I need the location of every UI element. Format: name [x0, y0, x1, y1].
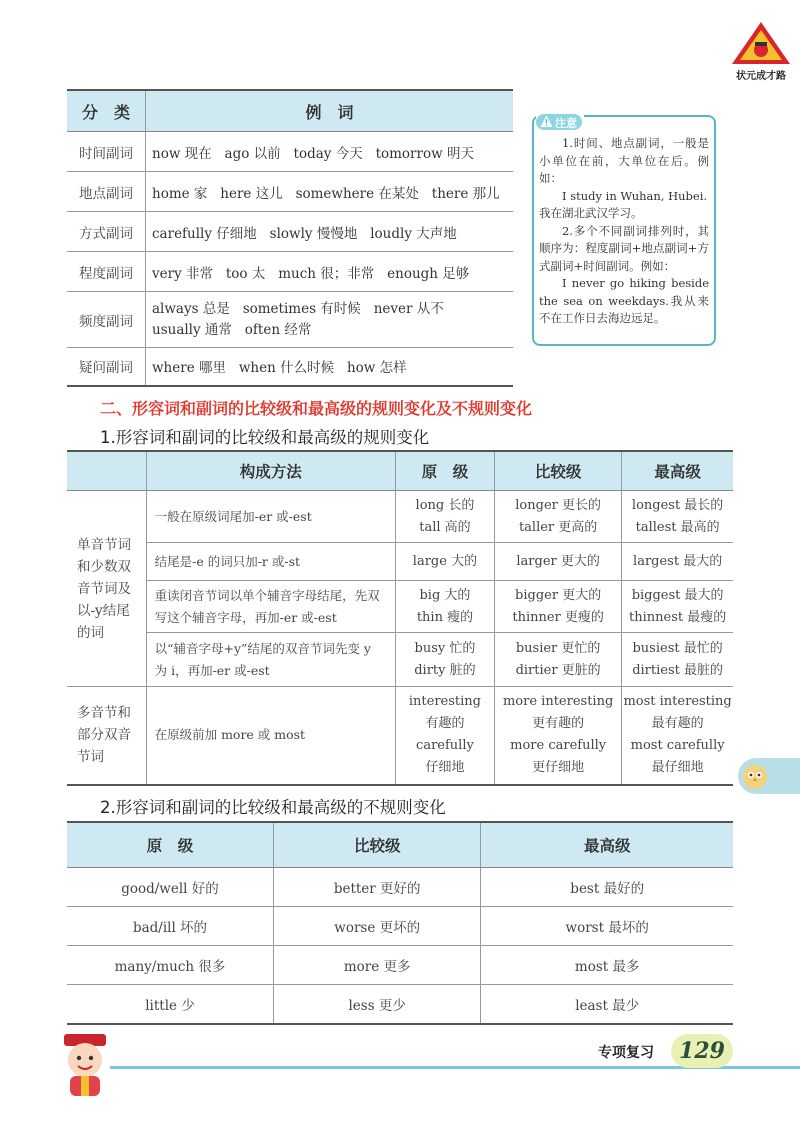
- example-word: carefully 仔细地: [152, 225, 257, 242]
- example-word: usually 通常: [152, 321, 232, 338]
- section-heading: 二、形容词和副词的比较级和最高级的规则变化及不规则变化: [100, 399, 533, 418]
- method-cell: 重读闭音节词以单个辅音字母结尾，先双写这个辅音字母，再加-er 或-est: [146, 581, 395, 633]
- superlative-cell: worst 最坏的: [481, 907, 733, 946]
- superlative-cell: least 最少: [481, 985, 733, 1025]
- base-cell: little 少: [67, 985, 274, 1025]
- comparative-cell: more interesting 更有趣的 more carefully 更仔细地: [495, 687, 622, 785]
- superlative-cell: largest 最大的: [622, 543, 733, 581]
- example-word: enough 足够: [387, 265, 470, 282]
- example-word: very 非常: [152, 265, 213, 282]
- irregular-comparison-table: [67, 821, 733, 1025]
- table-row: [67, 292, 513, 348]
- table-header-base: 原 级: [67, 822, 274, 868]
- table-row: [67, 868, 733, 907]
- regular-comparison-table: [67, 450, 733, 786]
- examples-cell: [146, 132, 514, 172]
- examples-cell: [146, 292, 514, 348]
- comparative-cell: bigger 更大的 thinner 更瘦的: [495, 581, 622, 633]
- examples-cell: [146, 252, 514, 292]
- table-header-category: 分 类: [67, 90, 146, 132]
- method-cell: 一般在原级词尾加-er 或-est: [146, 491, 395, 543]
- note-paragraph-2: 2.多个不同副词排列时，其顺序为：程度副词+地点副词+方式副词+时间副词。例如：: [539, 223, 709, 273]
- owl-icon: [740, 761, 770, 791]
- note-example-1-en: I study in Wuhan, Hubei.: [562, 188, 708, 203]
- example-word: home 家: [152, 185, 208, 202]
- base-cell: good/well 好的: [67, 868, 274, 907]
- category-cell: 方式副词: [67, 212, 146, 252]
- example-word: now 现在: [152, 145, 212, 162]
- example-word: never 从不: [373, 300, 444, 317]
- example-word: always 总是: [152, 300, 230, 317]
- publisher-logo: [728, 20, 794, 84]
- example-word: today 今天: [293, 145, 363, 162]
- comparative-cell: more 更多: [274, 946, 481, 985]
- note-badge: [536, 112, 584, 132]
- adverb-category-table: [67, 89, 513, 387]
- superlative-cell: longest 最长的 tallest 最高的: [622, 491, 733, 543]
- table-row: [67, 581, 733, 633]
- page-number: 129: [671, 1034, 733, 1068]
- table-row: [67, 212, 513, 252]
- table-row: [67, 687, 733, 785]
- table-row: [67, 172, 513, 212]
- table-header-superlative: 最高级: [622, 451, 733, 491]
- table-row: [67, 543, 733, 581]
- example-word: too 太: [225, 265, 266, 282]
- example-word: here 这儿: [220, 185, 283, 202]
- subsection-heading-1: 1.形容词和副词的比较级和最高级的规则变化: [100, 428, 430, 447]
- logo-text: 状元成才路: [736, 71, 786, 82]
- examples-cell: [146, 212, 514, 252]
- warning-icon: [540, 115, 553, 128]
- example-word: tomorrow 明天: [375, 145, 474, 162]
- note-paragraph-1: 1.时间、地点副词，一般是小单位在前，大单位在后。例如：: [539, 136, 709, 185]
- category-cell: 时间副词: [67, 132, 146, 172]
- base-cell: bad/ill 坏的: [67, 907, 274, 946]
- method-cell: 结尾是-e 的词只加-r 或-st: [146, 543, 395, 581]
- table-header-examples: 例 词: [146, 90, 514, 132]
- example-word: there 那儿: [431, 185, 500, 202]
- category-cell: 地点副词: [67, 172, 146, 212]
- superlative-cell: busiest 最忙的 dirtiest 最脏的: [622, 633, 733, 687]
- note-example-1-cn: 我在湖北武汉学习。: [539, 206, 643, 220]
- table-row: [67, 907, 733, 946]
- superlative-cell: most interesting 最有趣的 most carefully 最仔细地: [622, 687, 733, 785]
- example-word: sometimes 有时候: [242, 300, 361, 317]
- comparative-cell: longer 更长的 taller 更高的: [495, 491, 622, 543]
- category-cell: 频度副词: [67, 292, 146, 348]
- example-word: loudly 大声地: [370, 225, 457, 242]
- comparative-cell: less 更少: [274, 985, 481, 1025]
- example-word: much 很；非常: [278, 265, 375, 282]
- table-row: [67, 252, 513, 292]
- table-row: [67, 633, 733, 687]
- group-label-single-syllable: 单音节词和少数双音节词及以-y结尾的词: [67, 491, 146, 687]
- base-cell: interesting 有趣的 carefully 仔细地: [395, 687, 494, 785]
- note-example-2: I never go hiking beside the sea on weekdays.我从来不在工作日去海边远足。: [539, 276, 710, 325]
- example-word: how 怎样: [346, 360, 407, 377]
- table-row: [67, 491, 733, 543]
- comparative-cell: larger 更大的: [495, 543, 622, 581]
- note-box: [532, 115, 716, 346]
- note-badge-label: 注意: [555, 117, 577, 130]
- method-cell: 在原级前加 more 或 most: [146, 687, 395, 785]
- example-word: often 经常: [244, 321, 312, 338]
- table-header-base: 原 级: [395, 451, 494, 491]
- table-row: [67, 946, 733, 985]
- example-word: somewhere 在某处: [295, 185, 419, 202]
- table-header-comparative: 比较级: [274, 822, 481, 868]
- footer-section-label: 专项复习: [598, 1045, 654, 1061]
- category-cell: 程度副词: [67, 252, 146, 292]
- subsection-heading-2: 2.形容词和副词的比较级和最高级的不规则变化: [100, 798, 446, 817]
- method-cell: 以“辅音字母+y”结尾的双音节词先变 y 为 i，再加-er 或-est: [146, 633, 395, 687]
- comparative-cell: busier 更忙的 dirtier 更脏的: [495, 633, 622, 687]
- base-cell: large 大的: [395, 543, 494, 581]
- table-header-comparative: 比较级: [495, 451, 622, 491]
- side-tab: [738, 758, 800, 794]
- note-content: [539, 135, 709, 340]
- table-header-group: [67, 451, 146, 491]
- group-label-multi-syllable: 多音节和部分双音节词: [67, 687, 146, 785]
- table-row: [67, 348, 513, 386]
- superlative-cell: most 最多: [481, 946, 733, 985]
- base-cell: big 大的 thin 瘦的: [395, 581, 494, 633]
- table-row: [67, 985, 733, 1025]
- table-header-superlative: 最高级: [481, 822, 733, 868]
- comparative-cell: better 更好的: [274, 868, 481, 907]
- superlative-cell: best 最好的: [481, 868, 733, 907]
- superlative-cell: biggest 最大的 thinnest 最瘦的: [622, 581, 733, 633]
- examples-cell: [146, 348, 514, 386]
- example-word: slowly 慢慢地: [269, 225, 358, 242]
- base-cell: long 长的 tall 高的: [395, 491, 494, 543]
- category-cell: 疑问副词: [67, 348, 146, 386]
- example-word: where 哪里: [152, 360, 226, 377]
- base-cell: many/much 很多: [67, 946, 274, 985]
- examples-cell: [146, 172, 514, 212]
- table-row: [67, 132, 513, 172]
- example-word: when 什么时候: [238, 360, 335, 377]
- example-word: ago 以前: [224, 145, 281, 162]
- base-cell: busy 忙的 dirty 脏的: [395, 633, 494, 687]
- comparative-cell: worse 更坏的: [274, 907, 481, 946]
- table-header-method: 构成方法: [146, 451, 395, 491]
